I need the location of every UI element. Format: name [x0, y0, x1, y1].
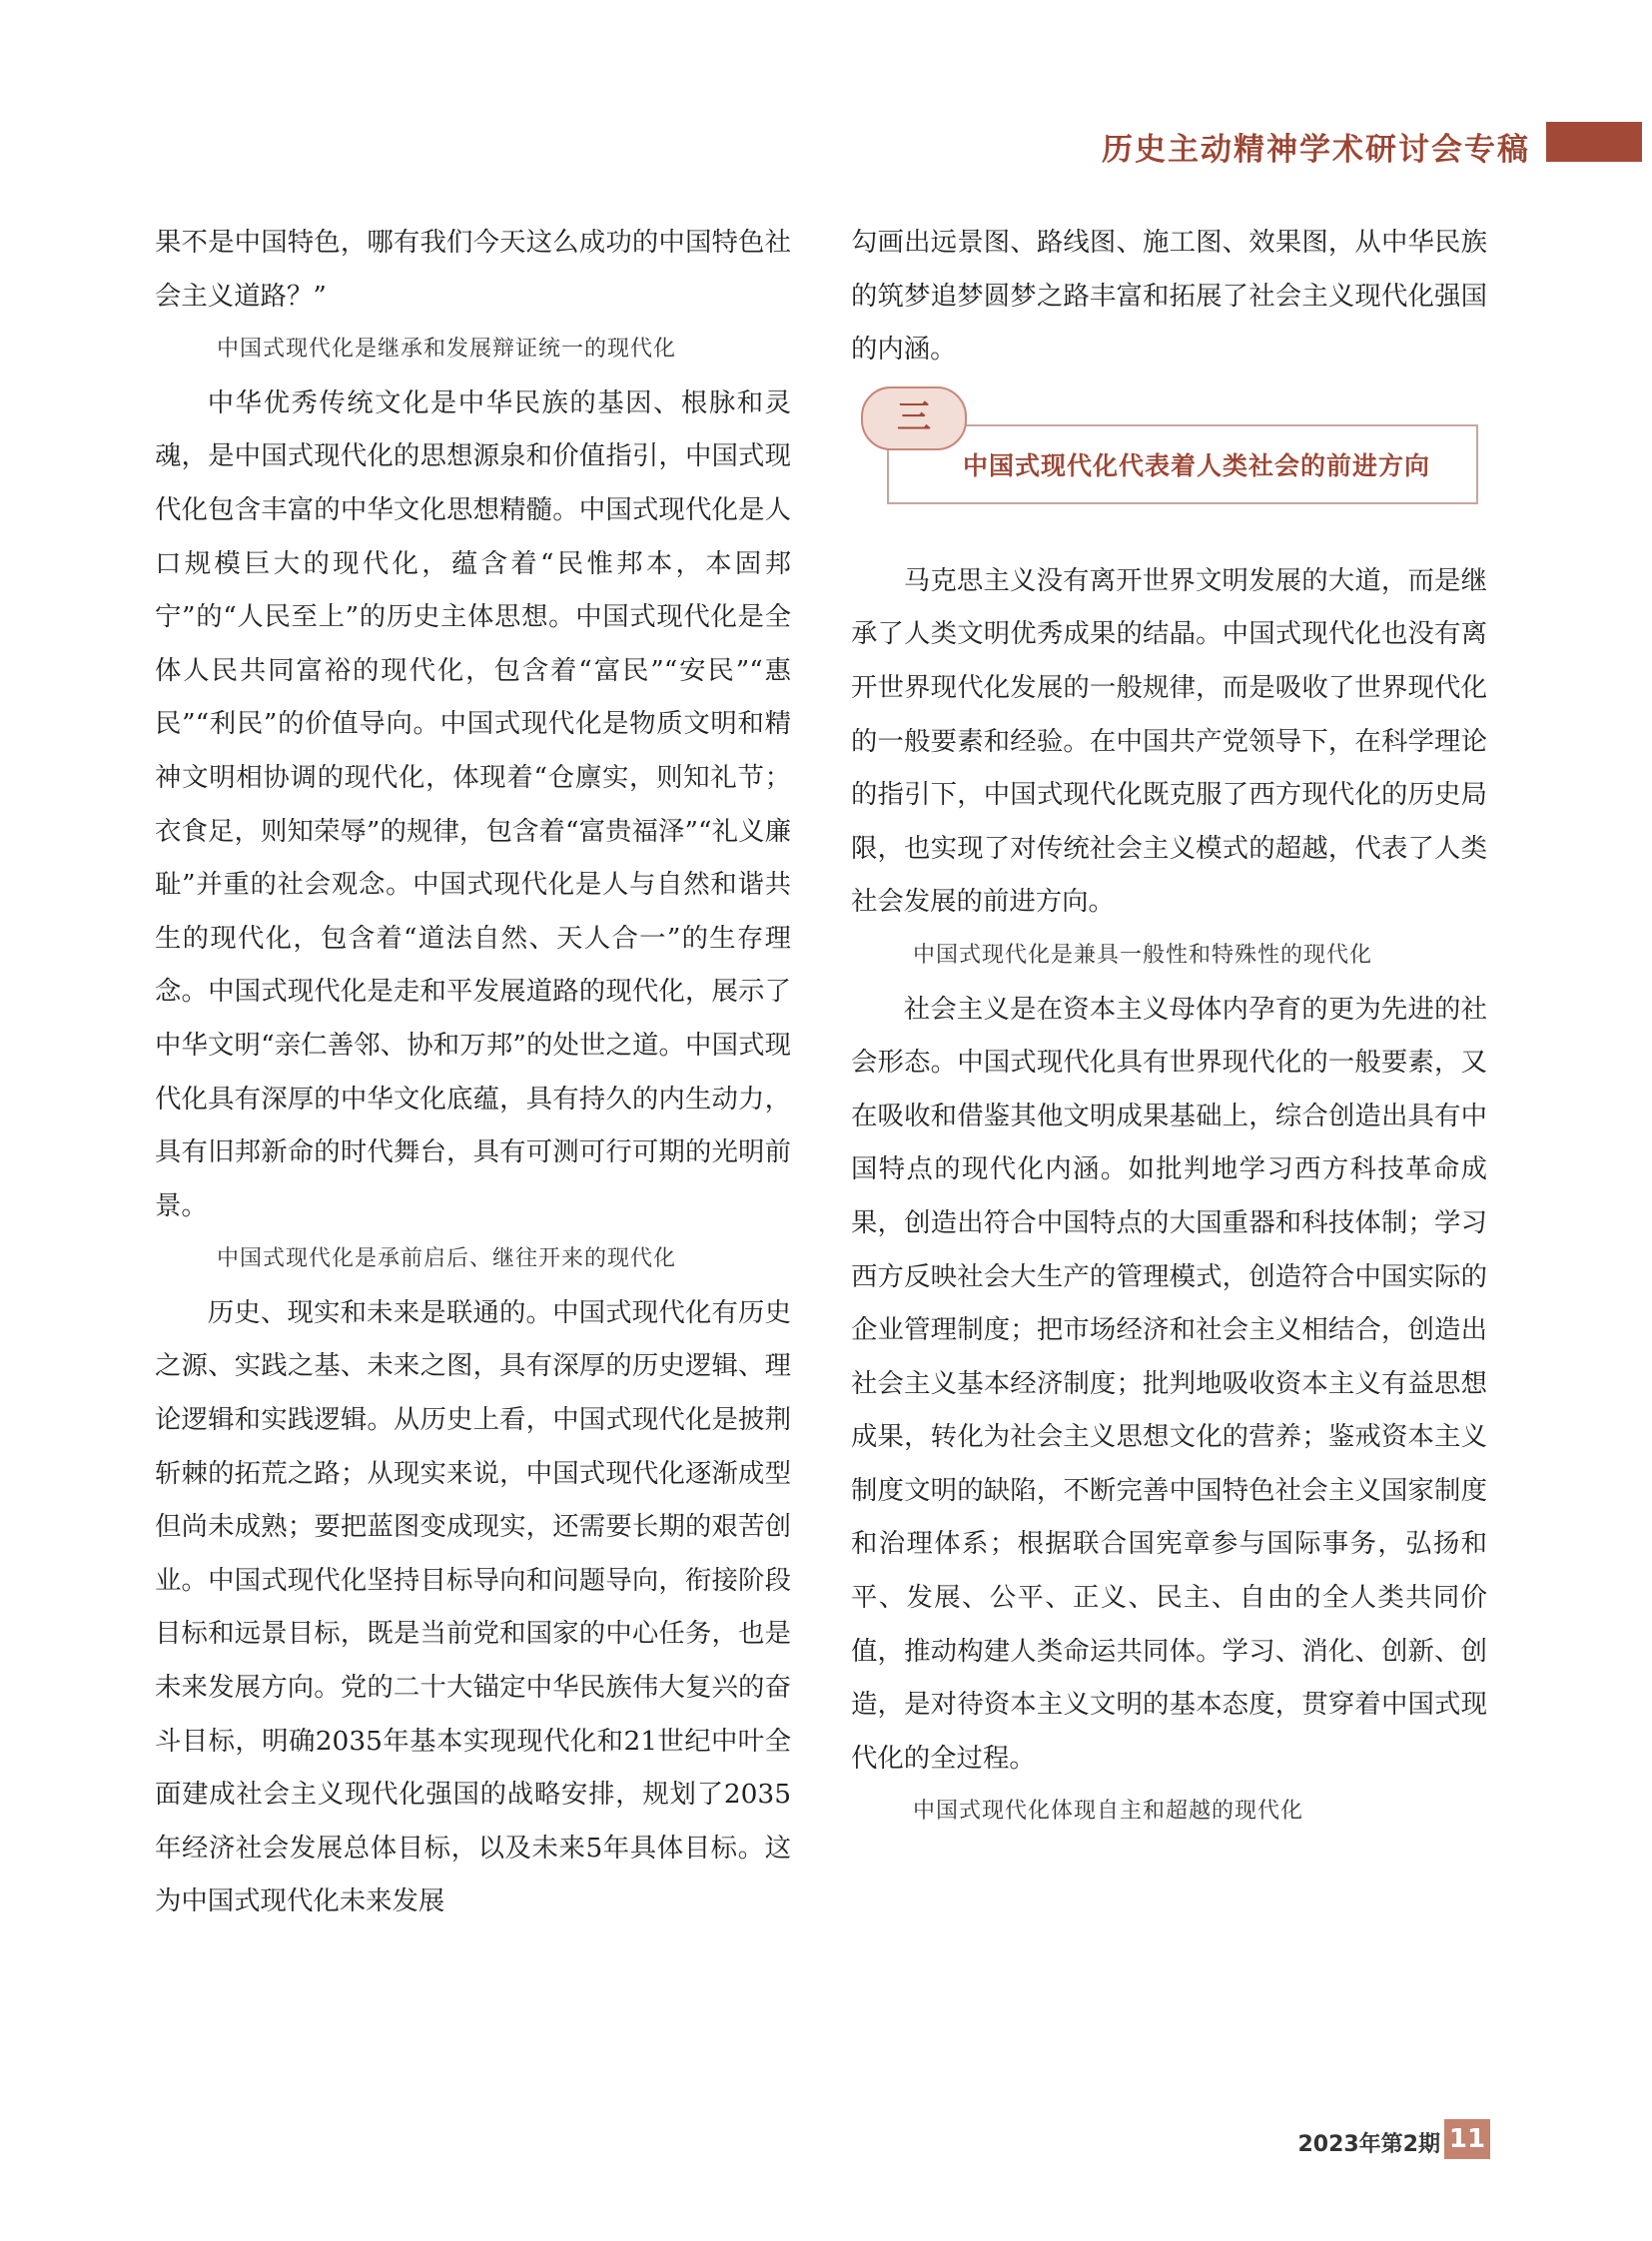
paragraph: 历史、现实和未来是联通的。中国式现代化有历史之源、实践之基、未来之图，具有深厚的历史逻辑、理论逻辑和实践逻辑。从历史上看，中国式现代化是披荆斩棘的拓荒之路；从现实来说，中国式现代化逐渐成型但尚未成熟；要把蓝图变成现实，还需要长期的艰苦创业。中国式现代化坚持目标导向和问题导向，衔接阶段目标和远景目标，既是当前党和国家的中心任务，也是未来发展方向。党的二十大锚定中华民族伟大复兴的奋斗目标，明确2035年基本实现现代化和21世纪中叶全面建成社会主义现代化强国的战略安排，规划了2035年经济社会发展总体目标，以及未来5年具体目标。这为中国式现代化未来发展: [155, 1296, 791, 1917]
subheading: 中国式现代化是承前启后、继往开来的现代化: [217, 1246, 677, 1272]
subheading: 中国式现代化是继承和发展辩证统一的现代化: [217, 337, 677, 363]
paragraph: 中华优秀传统文化是中华民族的基因、根脉和灵魂，是中国式现代化的思想源泉和价值指引，中国式现代化包含丰富的中华文化思想精髓。中国式现代化是人口规模巨大的现代化，蕴含着“民惟邦本，本固邦宁”的“人民至上”的历史主体思想。中国式现代化是全体人民共同富裕的现代化，包含着“富民”“安民”“惠民”“利民”的价值导向。中国式现代化是物质文明和精神文明相协调的现代化，体现着“仓廪实，则知礼节；衣食足，则知荣辱”的规律，包含着“富贵福泽”“礼义廉耻”并重的社会观念。中国式现代化是人与自然和谐共生的现代化，包含着“道法自然、天人合一”的生存理念。中国式现代化是走和平发展道路的现代化，展示了中华文明“亲仁善邻、协和万邦”的处世之道。中国式现代化具有深厚的中华文化底蕴，具有持久的内生动力，具有旧邦新命的时代舞台，具有可测可行可期的光明前景。: [155, 386, 791, 1221]
page-footer: [1199, 2119, 1498, 2163]
right-column: [851, 216, 1487, 1839]
header-color-bar: [1546, 122, 1642, 162]
paragraph-continued: 勾画出远景图、路线图、施工图、效果图，从中华民族的筑梦追梦圆梦之路丰富和拓展了社会主义现代化强国的内涵。: [851, 227, 1487, 366]
paragraph: 马克思主义没有离开世界文明发展的大道，而是继承了人类文明优秀成果的结晶。中国式现代化也没有离开世界现代化发展的一般规律，而是吸收了世界现代化的一般要素和经验。在中国共产党领导下，在科学理论的指引下，中国式现代化既克服了西方现代化的历史局限，也实现了对传统社会主义模式的超越，代表了人类社会发展的前进方向。: [851, 564, 1487, 918]
section-number-badge: 三: [861, 386, 967, 450]
subheading: 中国式现代化体现自主和超越的现代化: [913, 1799, 1304, 1825]
section-header: [851, 376, 1487, 554]
section-title-box: [887, 424, 1478, 504]
paragraph-continued: 果不是中国特色，哪有我们今天这么成功的中国特色社会主义道路？”: [155, 227, 791, 312]
running-title: 历史主动精神学术研讨会专稿: [1102, 132, 1530, 168]
issue-label: 2023年第2期: [1297, 2132, 1440, 2157]
subheading: 中国式现代化是兼具一般性和特殊性的现代化: [913, 942, 1373, 968]
section-title: 中国式现代化代表着人类社会的前进方向: [963, 450, 1431, 480]
left-column: [155, 216, 791, 1928]
running-header: [899, 122, 1652, 168]
paragraph: 社会主义是在资本主义母体内孕育的更为先进的社会形态。中国式现代化具有世界现代化的一般要素，又在吸收和借鉴其他文明成果基础上，综合创造出具有中国特点的现代化内涵。如批判地学习西方科技革命成果，创造出符合中国特点的大国重器和科技体制；学习西方反映社会大生产的管理模式，创造符合中国实际的企业管理制度；把市场经济和社会主义相结合，创造出社会主义基本经济制度；批判地吸收资本主义有益思想成果，转化为社会主义思想文化的营养；鉴戒资本主义制度文明的缺陷，不断完善中国特色社会主义国家制度和治理体系；根据联合国宪章参与国际事务，弘扬和平、发展、公平、正义、民主、自由的全人类共同价值，推动构建人类命运共同体。学习、消化、创新、创造，是对待资本主义文明的基本态度，贯穿着中国式现代化的全过程。: [851, 993, 1487, 1774]
page-number: 11: [1444, 2119, 1490, 2159]
